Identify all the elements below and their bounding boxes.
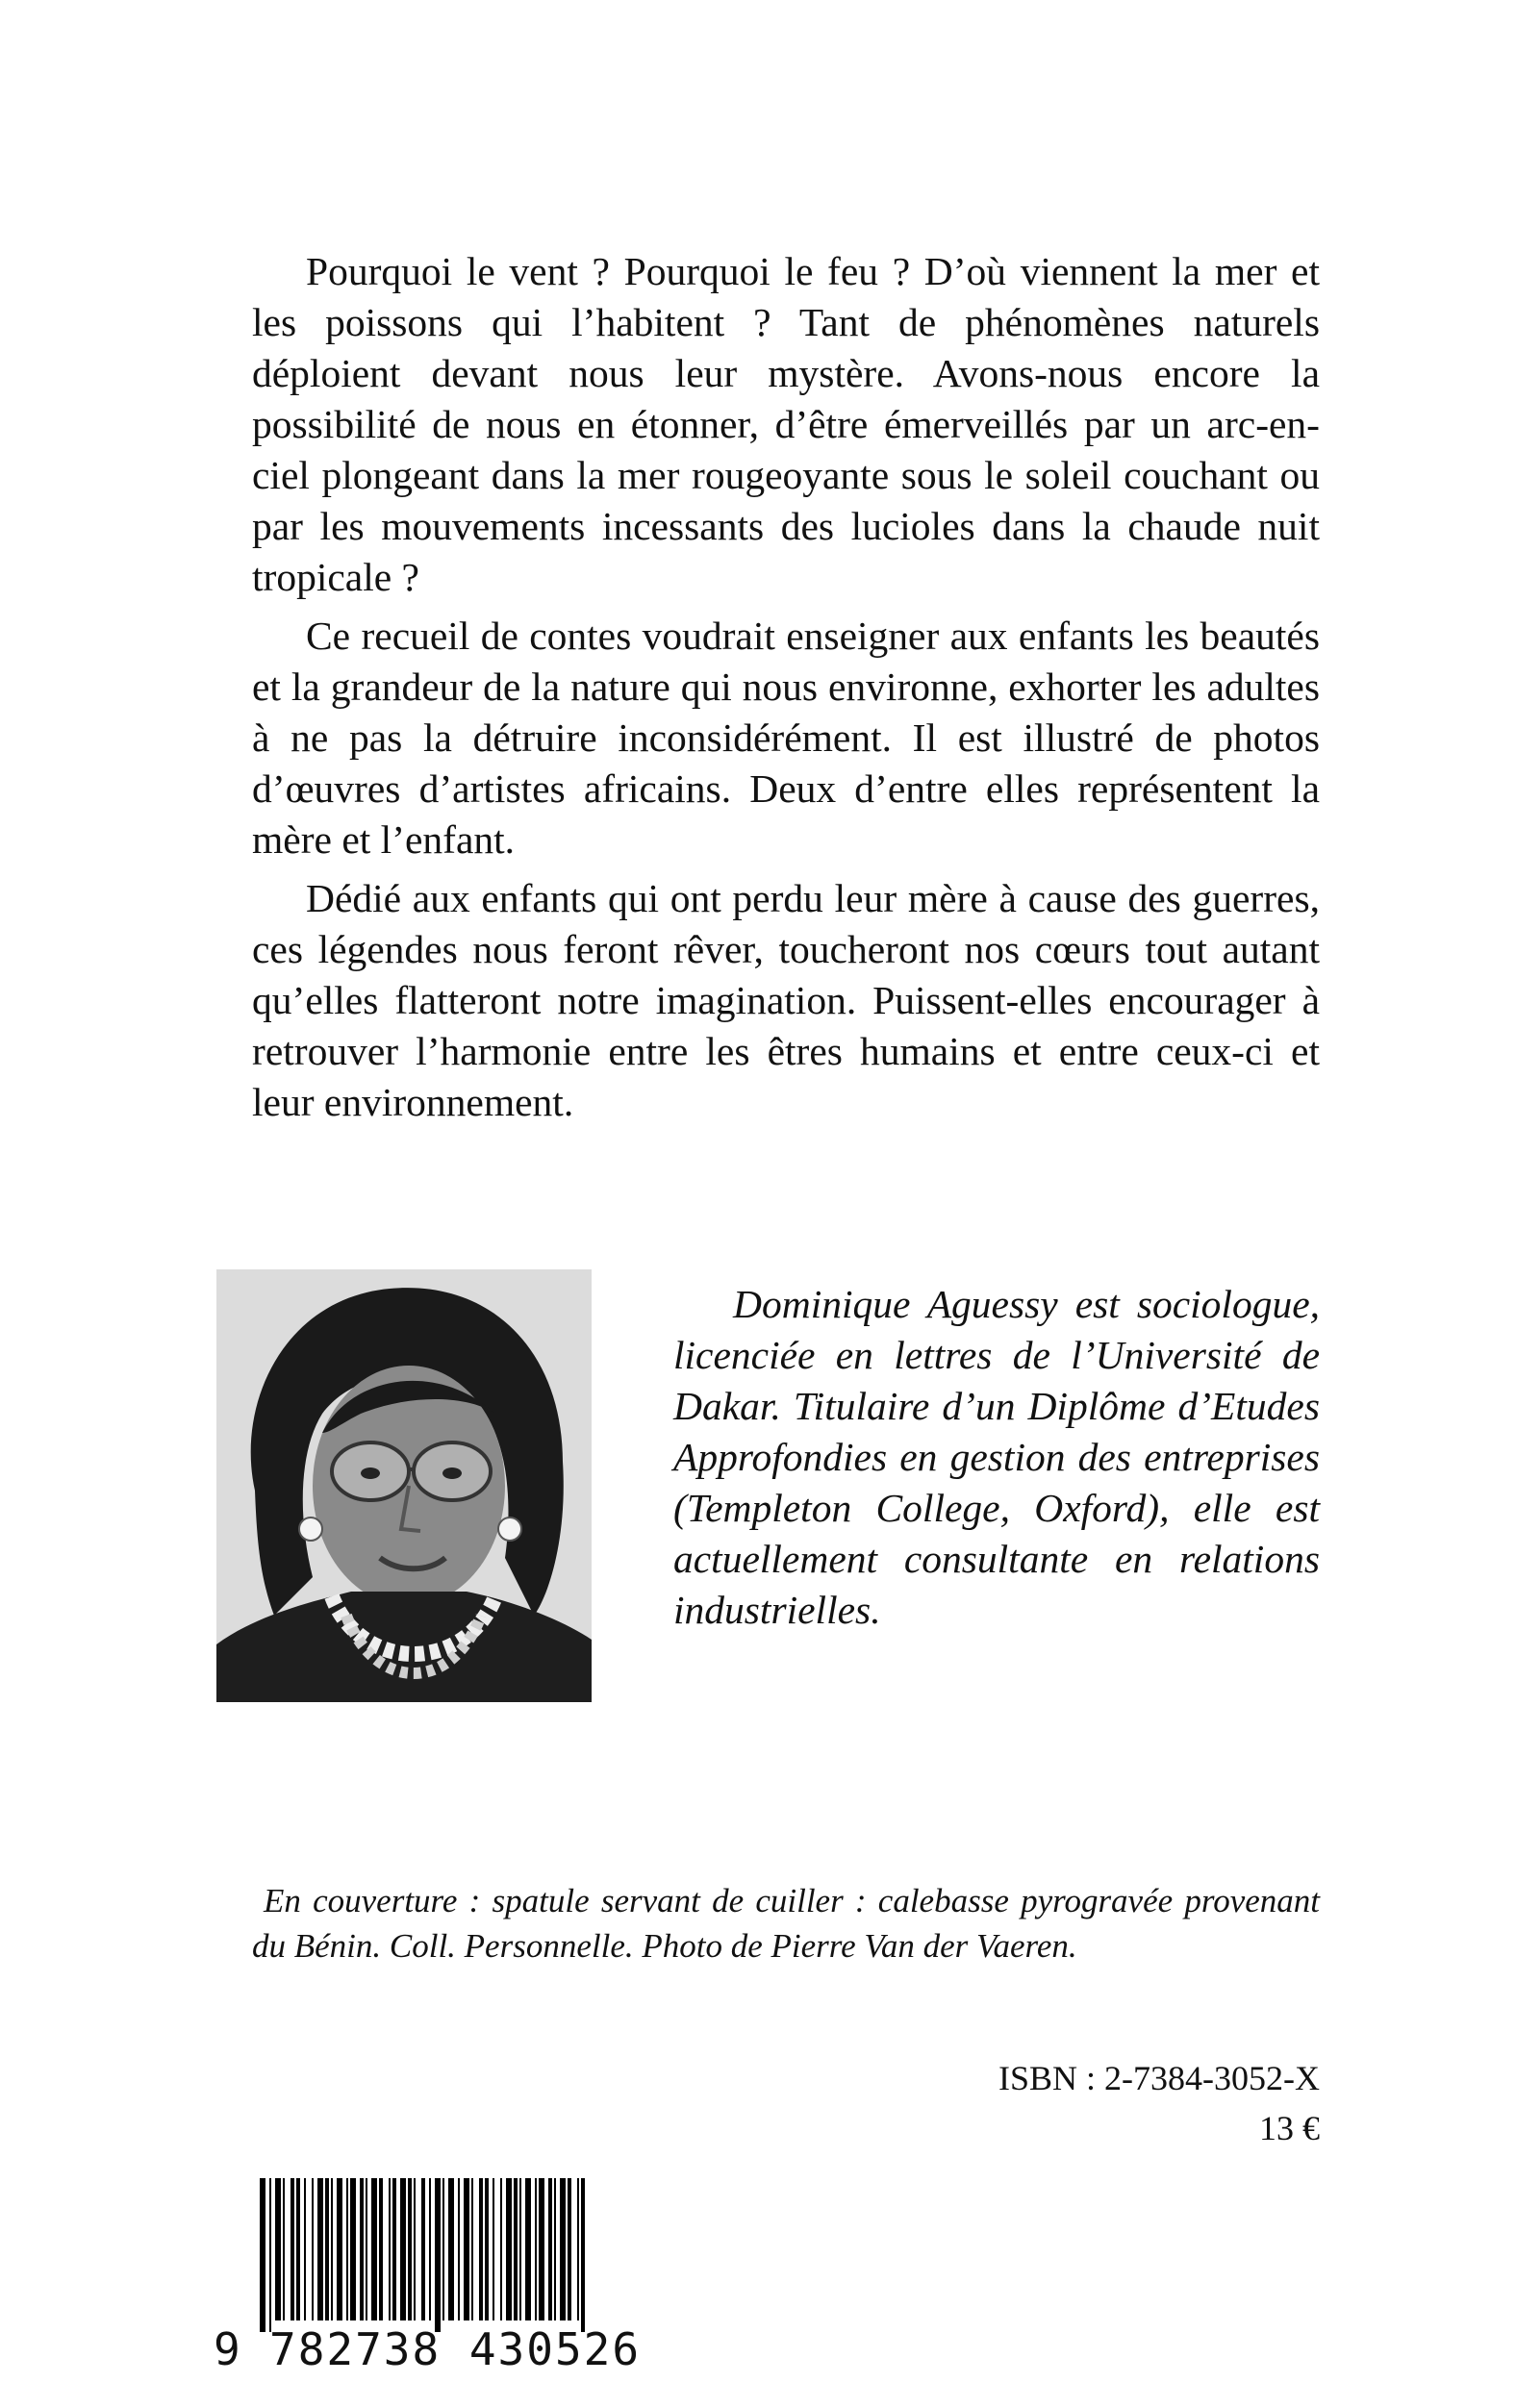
barcode-bar <box>371 2178 377 2320</box>
barcode-bar <box>283 2178 285 2320</box>
barcode-bar <box>500 2178 502 2320</box>
barcode-bar <box>448 2178 454 2320</box>
barcode-bar <box>304 2178 306 2320</box>
barcode-bar <box>366 2178 367 2320</box>
barcode-bar <box>317 2178 323 2320</box>
barcode-bar <box>435 2178 441 2332</box>
barcode-bar <box>568 2178 571 2320</box>
author-bio-text: Dominique Aguessy est sociologue, licenciée en lettres de l’Université de Dakar. Titulaire d’un Diplôme d’Etudes Approfondies en gestion des entreprises (Templeton College, Oxford), elle est actuellement consultante en relations industrielles. <box>673 1282 1320 1632</box>
blurb-text <box>252 246 1320 1136</box>
barcode-bar <box>429 2178 431 2320</box>
barcode-bar <box>350 2178 356 2320</box>
barcode-bar <box>560 2178 566 2320</box>
blurb-paragraph: Pourquoi le vent ? Pourquoi le feu ? D’où viennent la mer et les poissons qui l’habitent ? Tant de phénomènes naturels déploient devant nous leur mystère. Avons-nous encore la possibilité de nous en étonner, d’être émerveillés par un arc-en-ciel plongeant dans la mer rougeoyante sous le soleil couchant ou par les mouvements incessants des lucioles dans la chaude nuit tropicale ? <box>252 249 1320 599</box>
barcode-bar <box>379 2178 383 2320</box>
barcode-bar <box>471 2178 473 2320</box>
barcode-bar <box>275 2178 281 2320</box>
barcode-bar <box>296 2178 300 2320</box>
cover-credit <box>252 1878 1320 1969</box>
barcode-bar <box>389 2178 391 2320</box>
barcode-bar <box>260 2178 265 2332</box>
cover-credit-text: En couverture : spatule servant de cuiller : calebasse pyrogravée provenant du Bénin. Coll. Personnelle. Photo de Pierre Van der Vaeren. <box>252 1882 1320 1965</box>
barcode-bar <box>312 2178 314 2320</box>
barcode-bar <box>506 2178 512 2320</box>
blurb-paragraph: Dédié aux enfants qui ont perdu leur mère à cause des guerres, ces légendes nous feront rêver, toucheront nos cœurs tout autant qu’elles flatteront notre imagination. Puissent-elles encourager à retrouver l’harmonie entre les êtres humains et entre ceux-ci et leur environnement. <box>252 876 1320 1124</box>
barcode-bar <box>485 2178 489 2320</box>
barcode-bar <box>525 2178 531 2320</box>
barcode-bar <box>408 2178 412 2320</box>
barcode-bar <box>581 2178 585 2332</box>
author-photo <box>216 1269 592 1702</box>
blurb-paragraph: Ce recueil de contes voudrait enseigner aux enfants les beautés et la grandeur de la nature qui nous environne, exhorter les adultes à ne pas la détruire inconsidérément. Il est illustré de photos d’œuvres d’artistes africains. Deux d’entre elles représentent la mère et l’enfant. <box>252 614 1320 862</box>
price: 13 € <box>1259 2109 1320 2147</box>
barcode-bar <box>331 2178 333 2320</box>
barcode-bar <box>291 2178 294 2320</box>
barcode-bar <box>514 2178 518 2320</box>
barcode-bar <box>400 2178 406 2320</box>
barcode-bar <box>458 2178 460 2320</box>
barcode-bar <box>337 2178 342 2320</box>
barcode-bar <box>479 2178 483 2320</box>
barcode-bar <box>346 2178 348 2320</box>
barcode-bar <box>548 2178 552 2320</box>
barcode-bar <box>519 2178 521 2320</box>
barcode-first-digit: 9 <box>214 2323 240 2375</box>
author-bio <box>673 1279 1320 1636</box>
barcode-bar <box>535 2178 537 2320</box>
barcode <box>212 2178 644 2385</box>
barcode-bar <box>554 2178 556 2320</box>
barcode-bar <box>539 2178 544 2320</box>
barcode-bar <box>325 2178 329 2320</box>
barcode-digits: 782738 430526 <box>269 2323 642 2375</box>
isbn: ISBN : 2-7384-3052-X <box>998 2059 1320 2097</box>
barcode-bar <box>421 2178 425 2320</box>
barcode-bar <box>442 2178 444 2320</box>
barcode-bar <box>493 2178 494 2320</box>
barcode-bar <box>269 2178 271 2332</box>
barcode-bar <box>360 2178 364 2320</box>
barcode-bars <box>260 2178 587 2332</box>
barcode-bar <box>414 2178 416 2320</box>
barcode-bar <box>464 2178 469 2320</box>
barcode-bar <box>577 2178 579 2320</box>
barcode-bar <box>392 2178 396 2320</box>
